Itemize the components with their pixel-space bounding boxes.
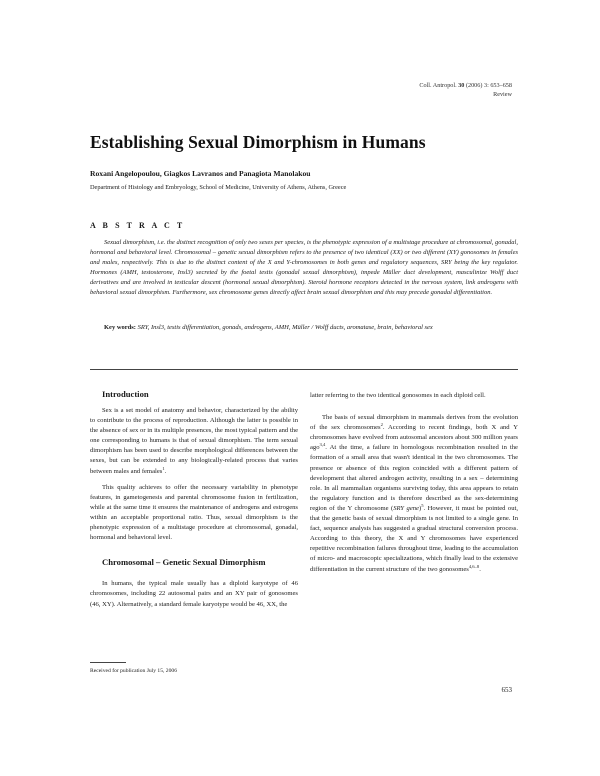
intro-p1-end: .	[164, 467, 167, 475]
rp1-d: . However, it must be pointed out, that the genetic basis of sexual dimorphism is not limited to a single gene. In fact, sequence analysis has suggested a gradual structural conversion process. According to this theory, the X and Y chromosomes have experienced repetitive recombination failures throughout time, leading to the accumulation of micro- and macroscopic specializations, which finally lead to the extensive differentiation in the current structure of the two gonosomes	[310, 504, 518, 573]
keywords-label: Key words:	[104, 324, 136, 331]
rp1-c: . At the time, a failure in homologous recombination resulted in the formation of a small area that wasn't identical in the two chromosomes. The presence or absence of this region coincided with a different pattern of development that altered androgen activity, resulting in a sex – determining role. In all mammalian organisms surviving today, this area appears to retain the regulatory function and is therefore described as the sex-determining region of the Y chromosome (	[310, 444, 518, 512]
ref-sup: 3,4	[319, 442, 326, 448]
right-paragraph-0: latter referring to the two identical gonosomes in each diploid cell.	[310, 392, 486, 399]
citation-line	[419, 82, 512, 91]
intro-paragraph-1	[90, 406, 298, 477]
rp1-a: The basis of sexual dimorphism in mammals derives from the evolution of the sex chromosomes	[310, 414, 518, 432]
affiliation: Department of Histology and Embryology, School of Medicine, University of Athens, Athens, Greece	[90, 184, 347, 191]
ref-sup: 4,6–8	[468, 563, 480, 569]
journal-reference	[419, 82, 512, 99]
footnote-divider	[90, 662, 126, 663]
page-number: 653	[501, 686, 512, 694]
ref-sup: 5	[421, 502, 424, 508]
footnote: Received for publication July 15, 2006	[90, 668, 177, 674]
abstract-heading: A B S T R A C T	[90, 221, 185, 230]
rp1-b: . According to recent findings, both X and Y chromosomes have evolved from autosomal ancestors about 300 million years ago	[310, 424, 518, 452]
chromosomal-heading: Chromosomal – Genetic Sexual Dimorphism	[102, 557, 266, 568]
rp1-end: .	[479, 565, 481, 573]
rp1-close: )	[418, 504, 422, 512]
ref-sup: 1	[162, 465, 165, 471]
right-paragraph-1	[310, 413, 518, 575]
left-column	[90, 389, 298, 616]
article-type: Review	[493, 90, 512, 98]
keywords	[90, 323, 518, 333]
gene-name: SRY gene	[393, 504, 419, 512]
keywords-list: SRY, Insl3, testis differentiation, gonads, androgens, AMH, Müller / Wolff ducts, aromatase, brain, behavioral sex	[135, 324, 433, 331]
intro-p1-text: Sex is a set model of anatomy and behavior, characterized by the ability to contribute to the process of reproduction. Although the latter is possible in the absence of sex or in its multiple presences, the most typical pattern and the one corresponding to humans is that of sexual dimorphism. The term sexual dimorphism has been used to describe morphological differences between the sexes, but can be extended to any biologically-related process that varies between males and females	[90, 407, 298, 475]
intro-paragraph-2: This quality achieves to offer the necessary variability in phenotype features, in gametogenesis and parental chromosome fusion in fertilization, while at the same time it ensures the maintenance of androgens and estrogens within an acceptable proportional ratio. Thus, sexual dimorphism is the phenotypic expression of a multistage procedure at chromosomal, gonadal, hormonal and behavioral level.	[90, 483, 298, 542]
ref-sup: 2	[380, 422, 383, 427]
citation-suffix: (2006) 3: 653–658	[464, 82, 512, 89]
chromosomal-paragraph: In humans, the typical male usually has a diploid karyotype of 46 chromosomes, including 22 autosomal pairs and an XY pair of gonosomes (46, XY). Alternatively, a standard female karyotype would be 46, XX, the	[90, 580, 298, 608]
intro-heading: Introduction	[102, 389, 149, 399]
citation-prefix: Coll. Antropol.	[419, 82, 459, 89]
right-column	[310, 391, 518, 581]
abstract-divider	[90, 369, 518, 370]
paper-title: Establishing Sexual Dimorphism in Humans	[90, 132, 426, 152]
abstract-text: Sexual dimorphism, i.e. the distinct recognition of only two sexes per species, is the phenotypic expression of a multistage procedure at chromosomal, gonadal, hormonal and behavioral level. Chromosomal – genetic sexual dimorphism refers to the presence of two identical (XX) or two different (XY) gonosomes in females and males, respectively. This is due to the distinct content of the X and Y-chromosomes in both genes and regulatory sequences, SRY being the key regulator. Hormones (AMH, testosterone, Insl3) secreted by the foetal testis (gonadal sexual dimorphism), impede Müller duct development, masculinize Wolff duct derivatives and are involved in testicular descent (hormonal sexual dimorphism). Steroid hormone receptors detected in the nervous system, link androgens with behavioral sexual dimorphism. Furthermore, sex chromosome genes directly affect brain sexual dimorphism and this may precede gonadal differentiation.	[90, 239, 518, 297]
authors: Roxani Angelopoulou, Giagkos Lavranos and Panagiota Manolakou	[90, 169, 311, 178]
citation-volume: 30	[458, 82, 465, 89]
